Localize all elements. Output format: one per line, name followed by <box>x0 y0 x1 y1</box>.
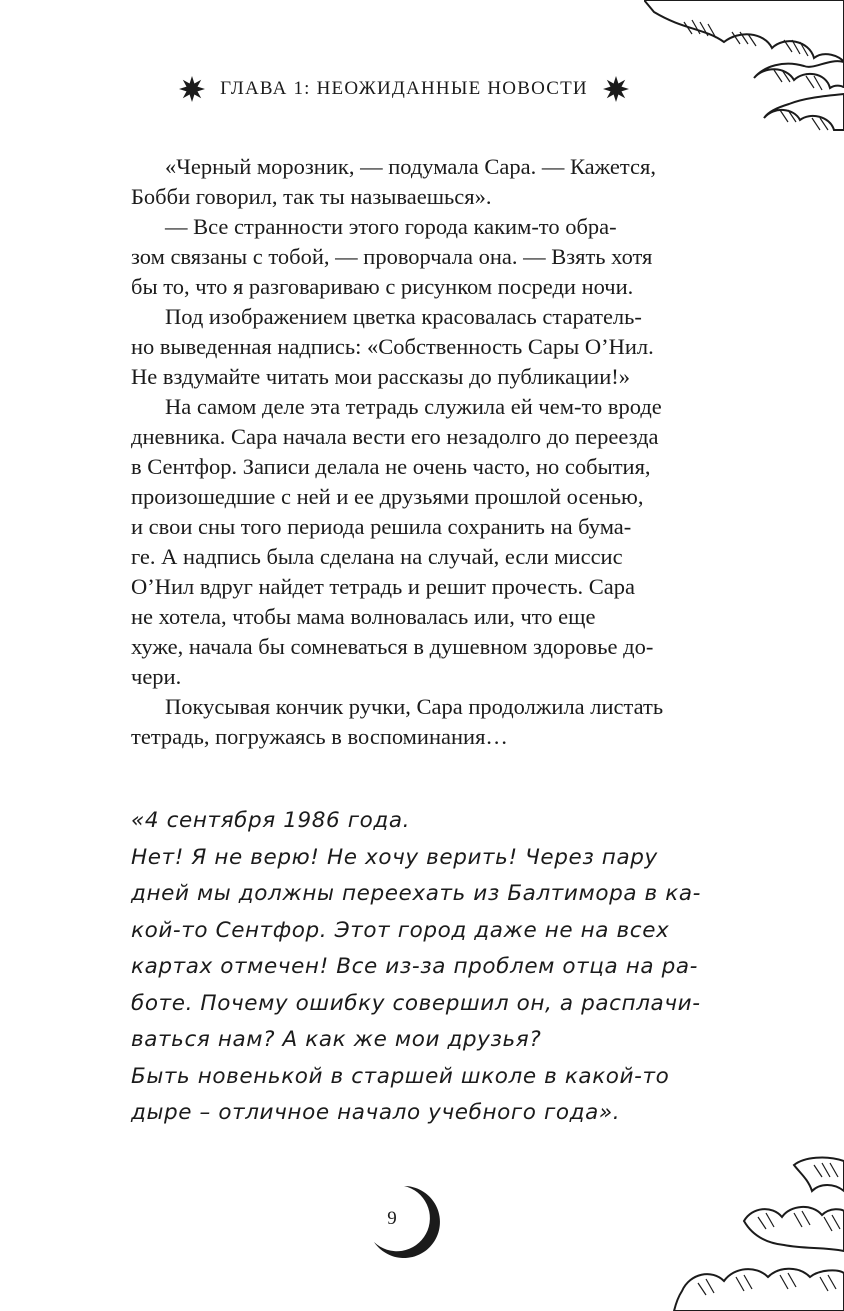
paragraph: На самом деле эта тетрадь служила ей чем-то вроде дневника. Сара начала вести его незадолго до переезда в Сентфор. Записи делала не очень часто, но события, произошедшие с ней и ее друзьями прошлой осенью, и свои сны того периода решила сохранить на бума- ге. А надпись была сделана на случай, если миссис О’Нил вдруг найдет тетрадь и решит прочесть. Сара не хотела, чтобы мама волновалась или, что еще хуже, начала бы сомневаться в душевном здоровье до- чери. <box>131 394 662 689</box>
star-burst-icon <box>178 75 206 103</box>
diary-entry <box>131 803 711 1132</box>
page-number: 9 <box>387 1208 397 1229</box>
paragraph: «Черный морозник, — подумала Сара. — Кажется, Бобби говорил, так ты называешься». <box>131 154 656 209</box>
diary-paragraph: Быть новенькой в старшей школе в какой-то дыре – отличное начало учебного года». <box>131 1063 670 1125</box>
diary-paragraph: Нет! Я не верю! Не хочу верить! Через пару дней мы должны переехать из Балтимора в ка- кой-то Сентфор. Этот город даже не на всех картах отмечен! Все из-за проблем отца на ра- боте. Почему ошибку совершил он, а расплачи- ваться нам? А как же мои друзья? <box>131 844 701 1052</box>
star-burst-icon <box>602 75 630 103</box>
paragraph: Покусывая кончик ручки, Сара продолжила листать тетрадь, погружаясь в воспоминания… <box>131 694 664 749</box>
paragraph: Под изображением цветка красовалась старатель- но выведенная надпись: «Собственность Сары О’Нил. Не вздумайте читать мои рассказы до публикации!» <box>131 304 654 389</box>
diary-date: «4 сентября 1986 года. <box>131 808 411 833</box>
chapter-title: ГЛАВА 1: НЕОЖИДАННЫЕ НОВОСТИ <box>220 78 588 99</box>
body-text <box>131 152 703 752</box>
cloud-illustration-bottom <box>644 1151 844 1311</box>
running-header <box>0 74 808 104</box>
paragraph: — Все странности этого города каким-то обра- зом связаны с тобой, — проворчала она. — Взять хотя бы то, что я разговариваю с рисунком посреди ночи. <box>131 214 653 299</box>
